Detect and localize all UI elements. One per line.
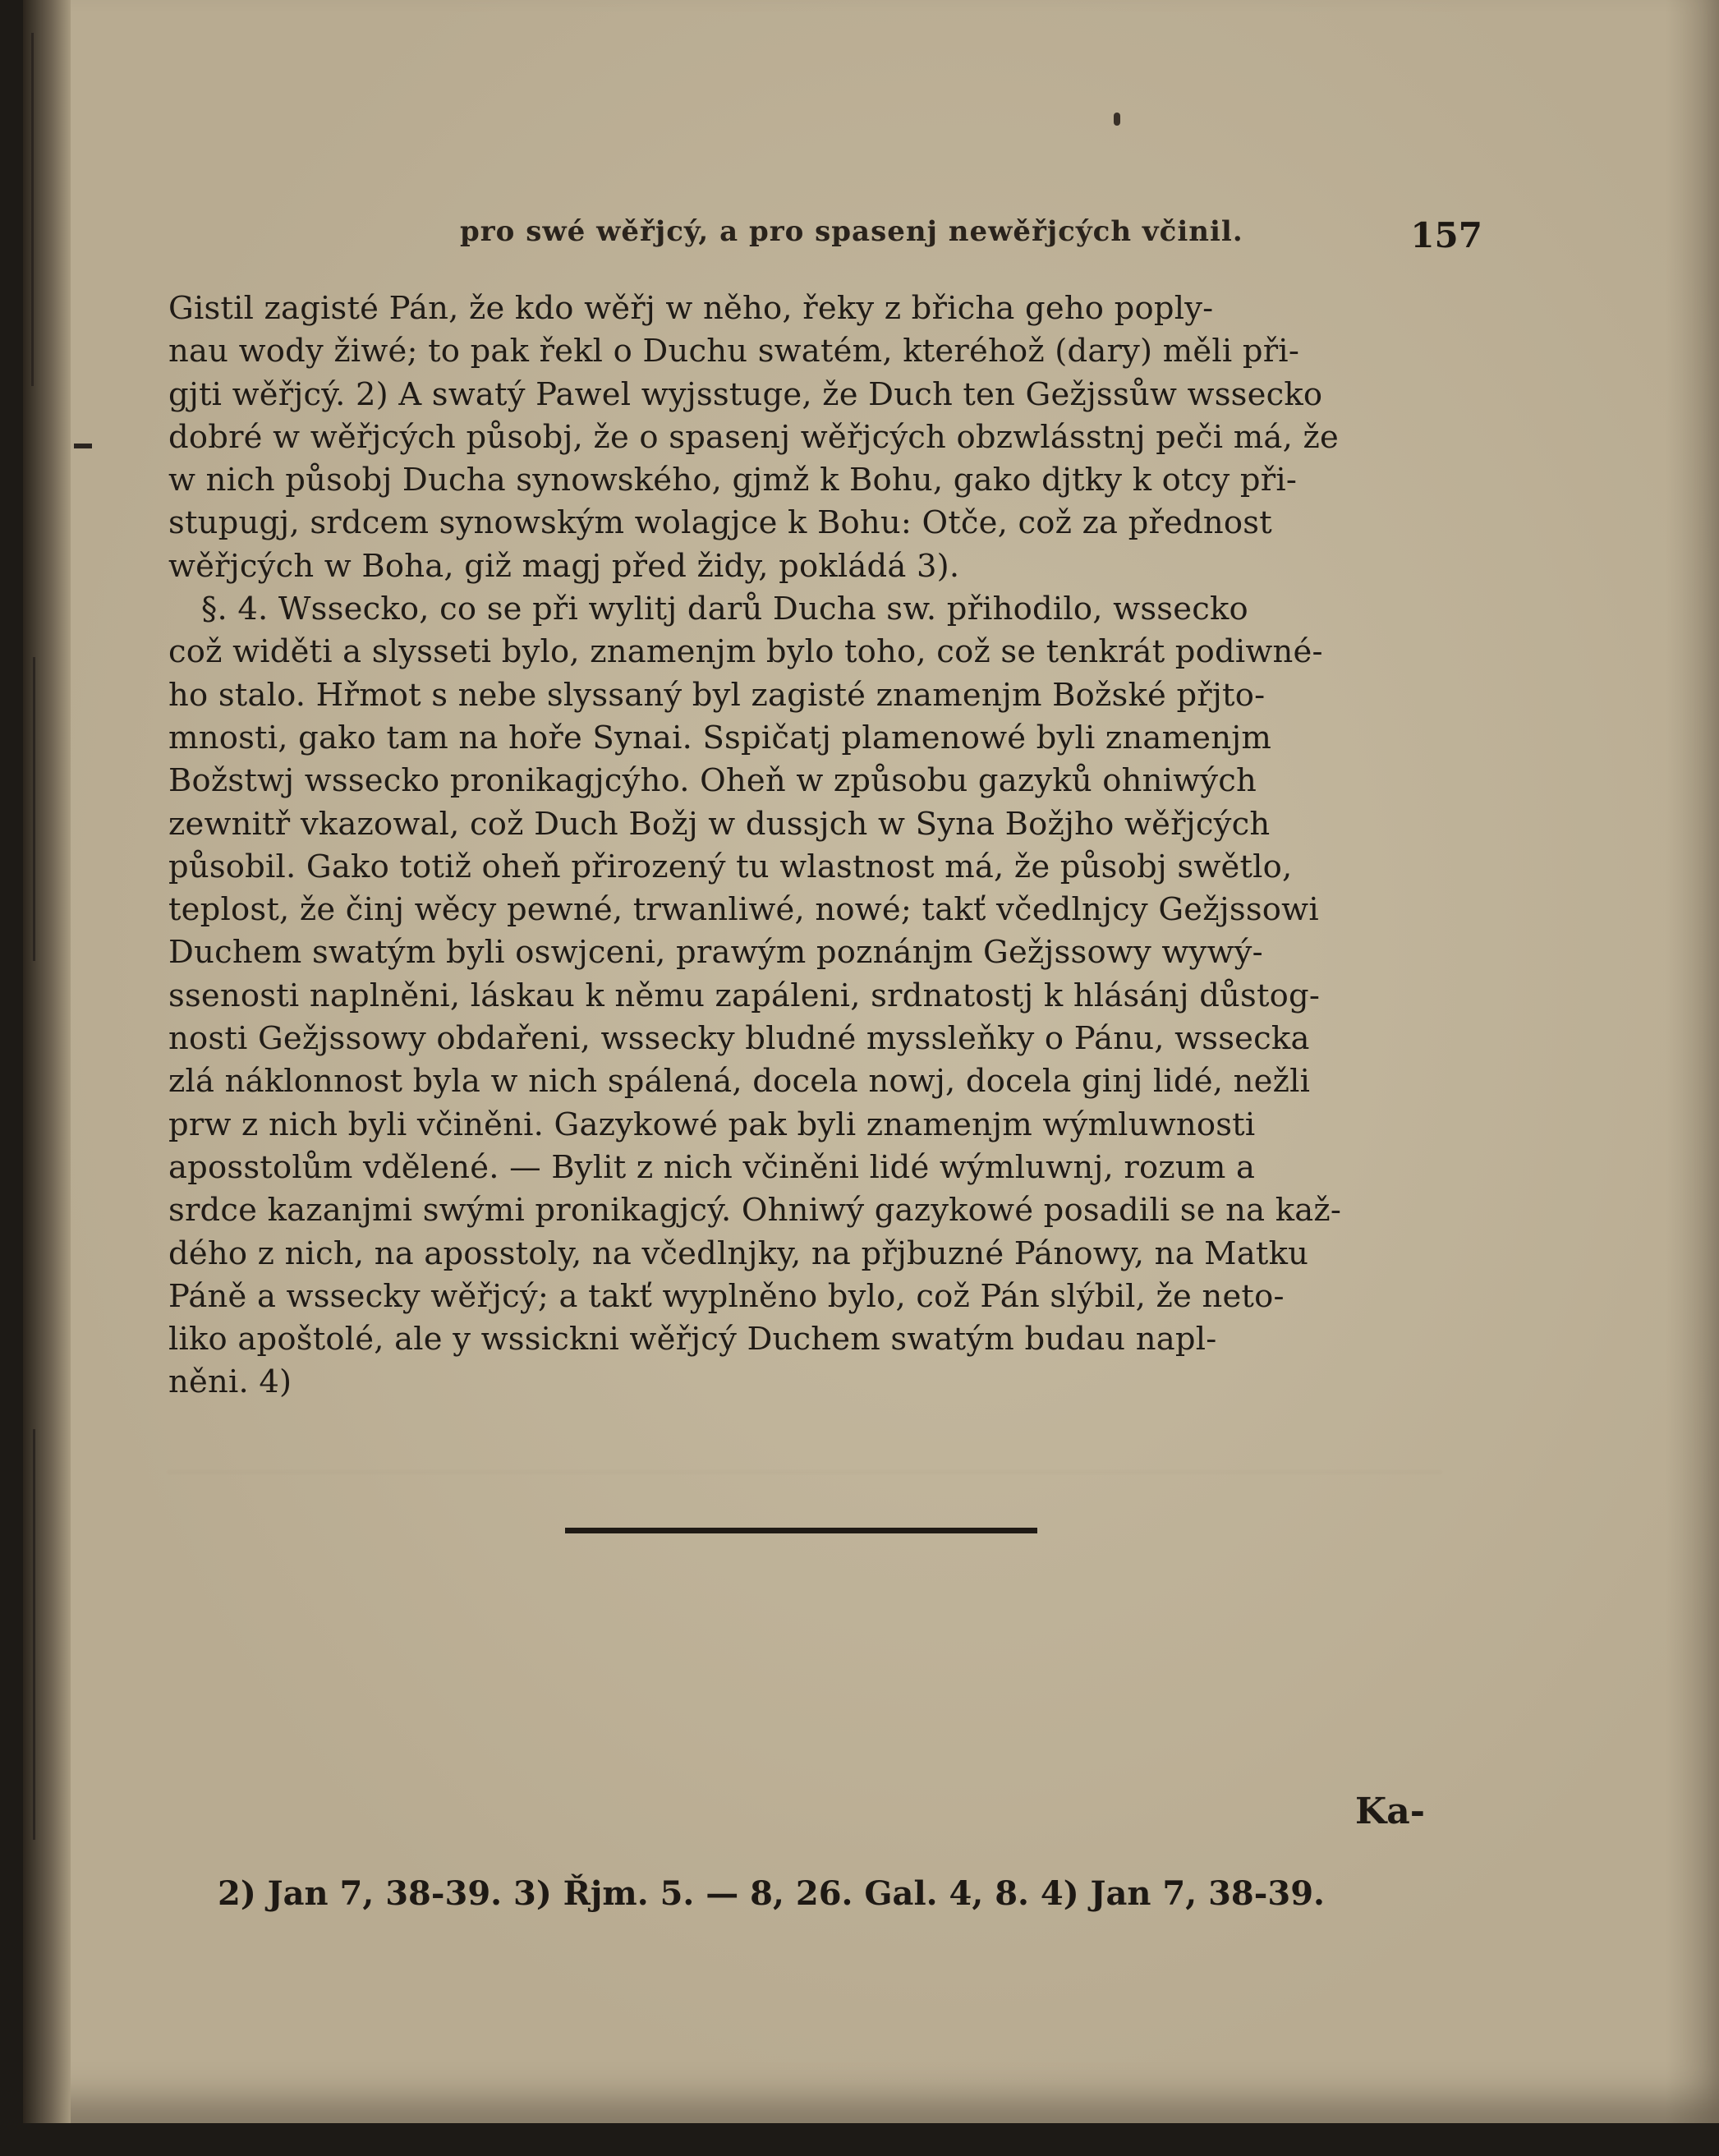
text-line: liko apoštolé, ale y wssickni wěřjcý Duchem swatým budau napl- [168, 1321, 1217, 1358]
horizontal-rule [565, 1528, 1037, 1533]
catchword: Ka- [1355, 1791, 1426, 1832]
margin-line-middle [33, 657, 35, 961]
text-line: stupugj, srdcem synowským wolagjce k Bohu: Otče, což za přednost [168, 504, 1272, 542]
text-line: něni. 4) [168, 1363, 292, 1401]
text-line: dobré w wěřjcých působj, že o spasenj wěřjcých obzwlásstnj peči má, že [168, 418, 1339, 456]
text-line: gjti wěřjcý. 2) A swatý Pawel wyjsstuge, že Duch ten Gežjssůw wssecko [168, 375, 1323, 413]
margin-line-top [31, 33, 34, 386]
text-line: Páně a wssecky wěřjcý; a takť wyplněno bylo, což Pán slýbil, že neto- [168, 1277, 1285, 1315]
text-line: srdce kazanjmi swými pronikagjcý. Ohniwý gazykowé posadili se na kaž- [168, 1192, 1342, 1230]
text-line: ho stalo. Hřmot s nebe slyssaný byl zagisté znamenjm Božské přjto- [168, 676, 1266, 714]
text-line: nosti Gežjssowy obdařeni, wssecky bludné myssleňky o Pánu, wssecka [168, 1020, 1310, 1058]
text-line: teplost, že činj wěcy pewné, trwanliwé, nowé; takť včedlnjcy Gežjssowi [168, 891, 1319, 929]
text-line: mnosti, gako tam na hoře Synai. Sspičatj plamenowé byli znamenjm [168, 719, 1272, 756]
body-text [168, 287, 1482, 1404]
text-line: prw z nich byli včiněni. Gazykowé pak byli znamenjm wýmluwnosti [168, 1106, 1256, 1143]
text-line: což widěti a slysseti bylo, znamenjm bylo toho, což se tenkrát podiwné- [168, 633, 1323, 671]
page-number: 157 [1410, 215, 1482, 255]
text-line: wěřjcých w Boha, giž magj před židy, pokládá 3). [168, 547, 960, 585]
running-head: pro swé wěřjcý, a pro spasenj newěřjcých včinil. [460, 215, 1243, 248]
text-line: nau wody žiwé; to pak řekl o Duchu swatém, kteréhož (dary) měli při- [168, 333, 1300, 370]
text-line: Duchem swatým byli oswjceni, prawým poznánjm Gežjssowy wywý- [168, 934, 1263, 972]
text-line: ssenosti naplněni, láskau k němu zapáleni, srdnatostj k hlásánj důstog- [168, 977, 1321, 1014]
text-line: dého z nich, na aposstoly, na včedlnjky, na přjbuzné Pánowy, na Matku [168, 1234, 1309, 1272]
margin-dash [74, 444, 92, 448]
text-line: působil. Gako totiž oheň přirozený tu wlastnost má, že působj swětlo, [168, 848, 1293, 885]
text-line: §. 4. Wssecko, co se při wylitj darů Ducha sw. přihodilo, wssecko [201, 591, 1248, 628]
text-line: zlá náklonnost byla w nich spálená, docela nowj, docela ginj lidé, nežli [168, 1063, 1311, 1101]
text-line: Gistil zagisté Pán, že kdo wěřj w něho, řeky z břicha geho poply- [168, 290, 1214, 327]
text-line: zewnitř vkazowal, což Duch Božj w dussjch w Syna Božjho wěřjcých [168, 805, 1271, 843]
margin-line-bottom [33, 1429, 35, 1840]
bleed-through [168, 1429, 1482, 1473]
book-spine [23, 0, 71, 2123]
text-line: aposstolům vdělené. — Bylit z nich včiněni lidé wýmluwnj, rozum a [168, 1148, 1256, 1186]
page-header [246, 215, 1482, 264]
ink-dot [1114, 113, 1120, 126]
text-line: Božstwj wssecko pronikagjcýho. Oheň w způsobu gazyků ohniwých [168, 762, 1257, 800]
text-line: w nich působj Ducha synowského, gjmž k Bohu, gako djtky k otcy při- [168, 462, 1298, 499]
footnotes: 2) Jan 7, 38-39. 3) Řjm. 5. — 8, 26. Gal. 4, 8. 4) Jan 7, 38-39. [218, 1874, 1325, 1913]
